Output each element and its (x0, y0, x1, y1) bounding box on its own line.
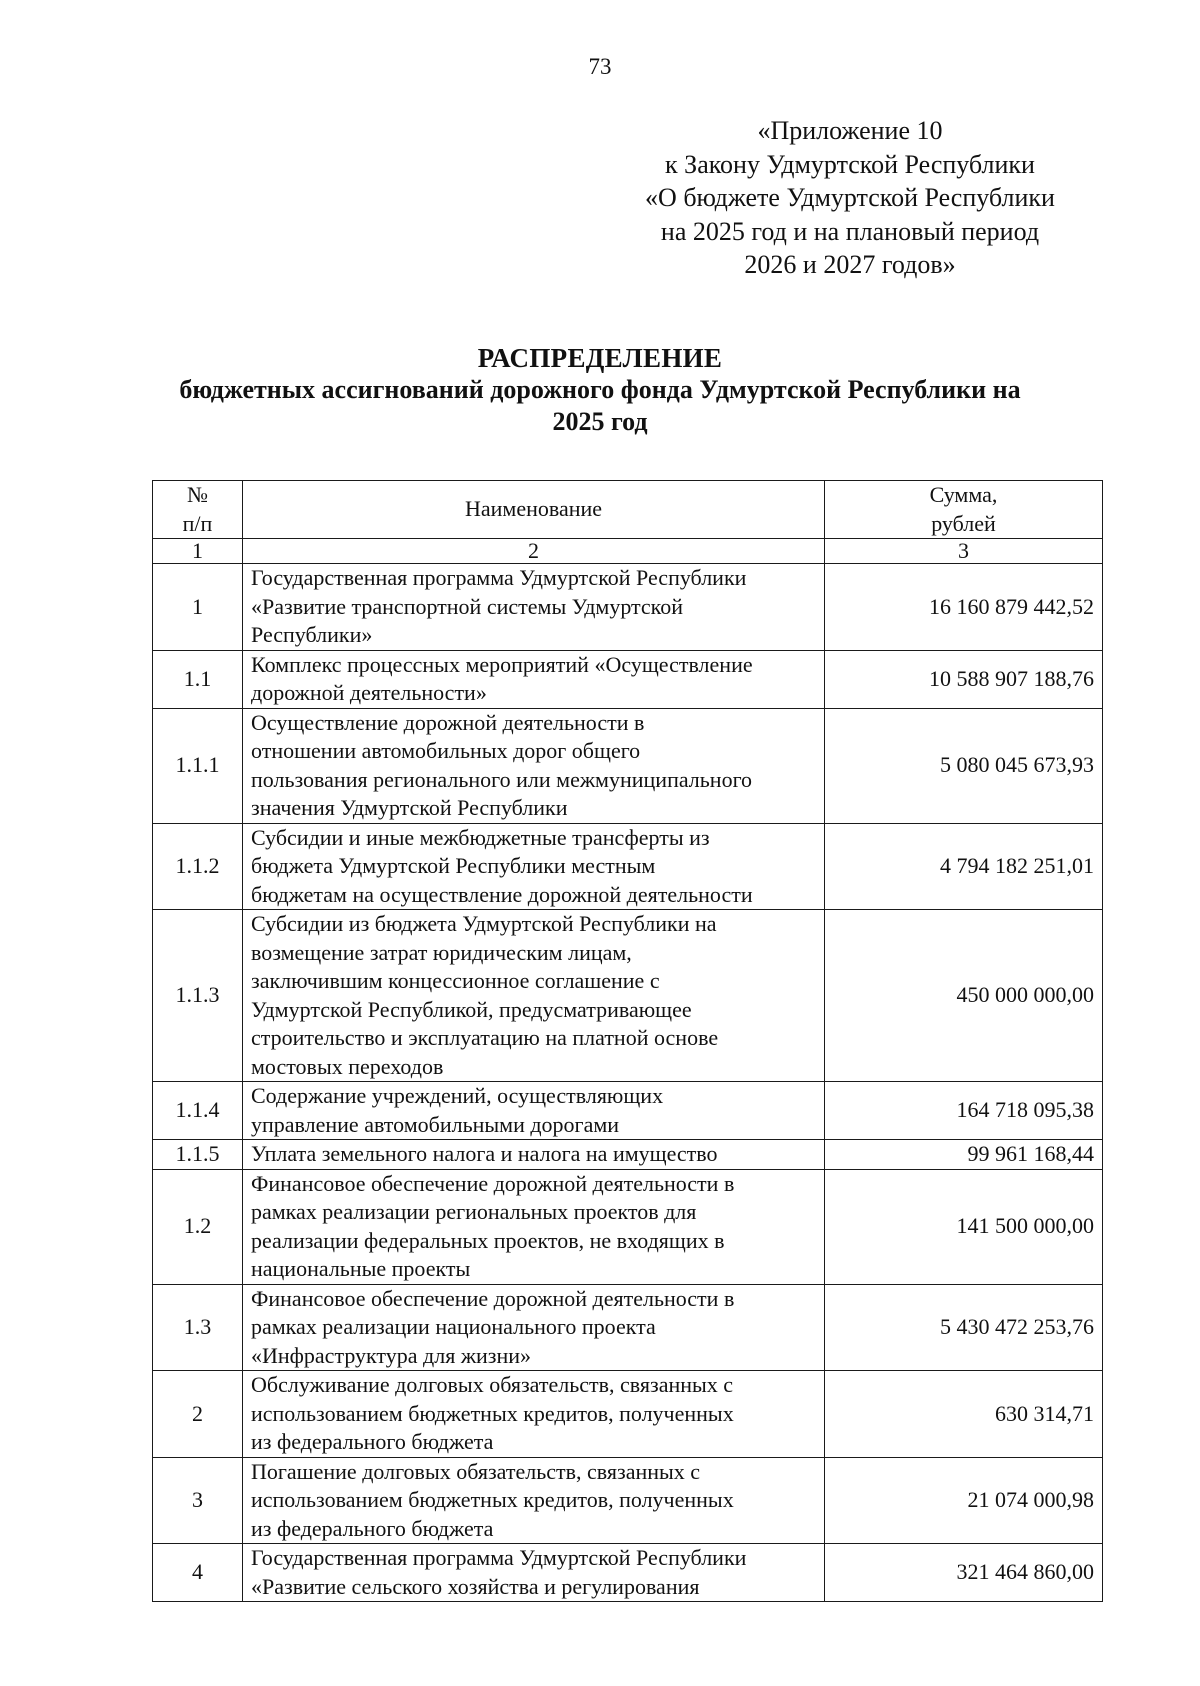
row-name-line: Погашение долговых обязательств, связанных с (251, 1458, 701, 1484)
table-header-row (153, 481, 1103, 539)
title-heading: РАСПРЕДЕЛЕНИЕ (477, 343, 723, 373)
row-name-line: Уплата земельного налога и налога на имущество (251, 1141, 718, 1166)
row-name-line: заключившим концессионное соглашение с (251, 968, 660, 993)
row-name-line: использованием бюджетных кредитов, полученных (251, 1487, 734, 1512)
header-num-abbr: п/п (182, 510, 213, 536)
row-name-line: Комплекс процессных мероприятий «Осуществление (251, 651, 753, 677)
road-fund-table (152, 480, 1103, 1602)
row-name (243, 1169, 825, 1284)
row-name-line: рамках реализации региональных проектов для (251, 1199, 697, 1224)
row-name-line: Удмуртской Республикой, предусматривающее (251, 996, 692, 1022)
row-number: 1.2 (153, 1169, 243, 1284)
title-line: 2025 год (552, 407, 648, 436)
table-row (153, 564, 1103, 651)
row-name-line: рамках реализации национального проекта (251, 1314, 656, 1339)
table-row (153, 1544, 1103, 1602)
row-number: 1.1 (153, 650, 243, 708)
page-number: 73 (588, 54, 612, 79)
row-name (243, 1544, 825, 1602)
row-name (243, 910, 825, 1082)
row-name-line: «Развитие транспортной системы Удмуртской (251, 593, 684, 619)
row-name-line: Осуществление дорожной деятельности в (251, 709, 645, 735)
row-name-line: строительство и эксплуатацию на платной основе (251, 1025, 719, 1050)
document-title (150, 342, 1050, 438)
row-name (243, 650, 825, 708)
row-sum: 141 500 000,00 (825, 1169, 1103, 1284)
table-row (153, 1082, 1103, 1140)
row-number: 3 (153, 1457, 243, 1544)
row-name-line: из федерального бюджета (251, 1515, 494, 1541)
table-row (153, 1284, 1103, 1371)
table-row (153, 1457, 1103, 1544)
row-name-line: значения Удмуртской Республики (251, 795, 568, 820)
row-sum: 99 961 168,44 (825, 1140, 1103, 1170)
appendix-line: «О бюджете Удмуртской Республики (645, 183, 1055, 212)
row-name-line: Государственная программа Удмуртской Республики (251, 565, 747, 590)
row-sum: 10 588 907 188,76 (825, 650, 1103, 708)
table-body (153, 481, 1103, 1602)
table-row (153, 1169, 1103, 1284)
row-number: 4 (153, 1544, 243, 1602)
row-number: 1.3 (153, 1284, 243, 1371)
row-name-line: использованием бюджетных кредитов, полученных (251, 1400, 734, 1426)
row-name-line: бюджетам на осуществление дорожной деятельности (251, 881, 753, 907)
row-name-line: национальные проекты (251, 1256, 471, 1281)
row-sum: 5 080 045 673,93 (825, 708, 1103, 823)
row-number: 1.1.2 (153, 823, 243, 910)
row-name-line: Республики» (251, 622, 373, 647)
header-sum-unit: рублей (931, 510, 996, 536)
row-name-line: отношении автомобильных дорог общего (251, 738, 641, 763)
row-name-line: реализации федеральных проектов, не входящих в (251, 1227, 725, 1253)
row-name-line: бюджета Удмуртской Республики местным (251, 853, 656, 878)
row-name (243, 1082, 825, 1140)
row-name (243, 564, 825, 651)
row-name-line: Финансовое обеспечение дорожной деятельности в (251, 1285, 735, 1311)
column-index: 2 (243, 539, 825, 564)
header-num-symbol: № (187, 482, 208, 507)
row-name (243, 823, 825, 910)
row-name-line: Субсидии и иные межбюджетные трансферты из (251, 824, 710, 850)
header-name: Наименование (243, 481, 825, 539)
row-name (243, 1457, 825, 1544)
row-sum: 630 314,71 (825, 1371, 1103, 1458)
row-sum: 450 000 000,00 (825, 910, 1103, 1082)
appendix-line: 2026 и 2027 годов» (744, 250, 956, 279)
column-index: 3 (825, 539, 1103, 564)
row-name-line: Финансовое обеспечение дорожной деятельности в (251, 1170, 735, 1196)
row-name-line: «Инфраструктура для жизни» (251, 1342, 532, 1368)
row-number: 1 (153, 564, 243, 651)
table-row (153, 823, 1103, 910)
row-name-line: управление автомобильными дорогами (251, 1111, 620, 1137)
row-sum: 21 074 000,98 (825, 1457, 1103, 1544)
appendix-line: на 2025 год и на плановый период (660, 216, 1040, 246)
header-sum-label: Сумма, (929, 482, 998, 507)
table-row (153, 1140, 1103, 1170)
row-name-line: мостовых переходов (251, 1053, 444, 1079)
row-name-line: дорожной деятельности» (251, 680, 487, 705)
table-row (153, 650, 1103, 708)
row-name-line: Обслуживание долговых обязательств, связанных с (251, 1372, 734, 1397)
row-sum: 16 160 879 442,52 (825, 564, 1103, 651)
row-number: 1.1.4 (153, 1082, 243, 1140)
row-name-line: Субсидии из бюджета Удмуртской Республики на (251, 911, 717, 936)
column-index: 1 (153, 539, 243, 564)
row-name-line: из федерального бюджета (251, 1429, 494, 1454)
row-name (243, 1371, 825, 1458)
row-name (243, 1284, 825, 1371)
appendix-line: «Приложение 10 (757, 116, 943, 145)
row-number: 1.1.1 (153, 708, 243, 823)
column-index-row (153, 539, 1103, 564)
appendix-reference (600, 114, 1100, 282)
row-name-line: возмещение затрат юридическим лицам, (251, 939, 632, 965)
row-number: 1.1.5 (153, 1140, 243, 1170)
table-row (153, 910, 1103, 1082)
row-sum: 321 464 860,00 (825, 1544, 1103, 1602)
table-row (153, 1371, 1103, 1458)
row-sum: 5 430 472 253,76 (825, 1284, 1103, 1371)
header-num (153, 481, 243, 539)
header-sum (825, 481, 1103, 539)
table-row (153, 708, 1103, 823)
appendix-line: к Закону Удмуртской Республики (665, 149, 1035, 179)
row-name-line: пользования регионального или межмуниципального (251, 766, 753, 792)
row-number: 1.1.3 (153, 910, 243, 1082)
row-name-line: Содержание учреждений, осуществляющих (251, 1083, 664, 1108)
row-number: 2 (153, 1371, 243, 1458)
row-sum: 4 794 182 251,01 (825, 823, 1103, 910)
row-sum: 164 718 095,38 (825, 1082, 1103, 1140)
row-name-line: «Развитие сельского хозяйства и регулирования (251, 1573, 700, 1599)
row-name (243, 1140, 825, 1170)
row-name (243, 708, 825, 823)
row-name-line: Государственная программа Удмуртской Республики (251, 1545, 747, 1570)
title-line: бюджетных ассигнований дорожного фонда Удмуртской Республики на (179, 375, 1021, 404)
